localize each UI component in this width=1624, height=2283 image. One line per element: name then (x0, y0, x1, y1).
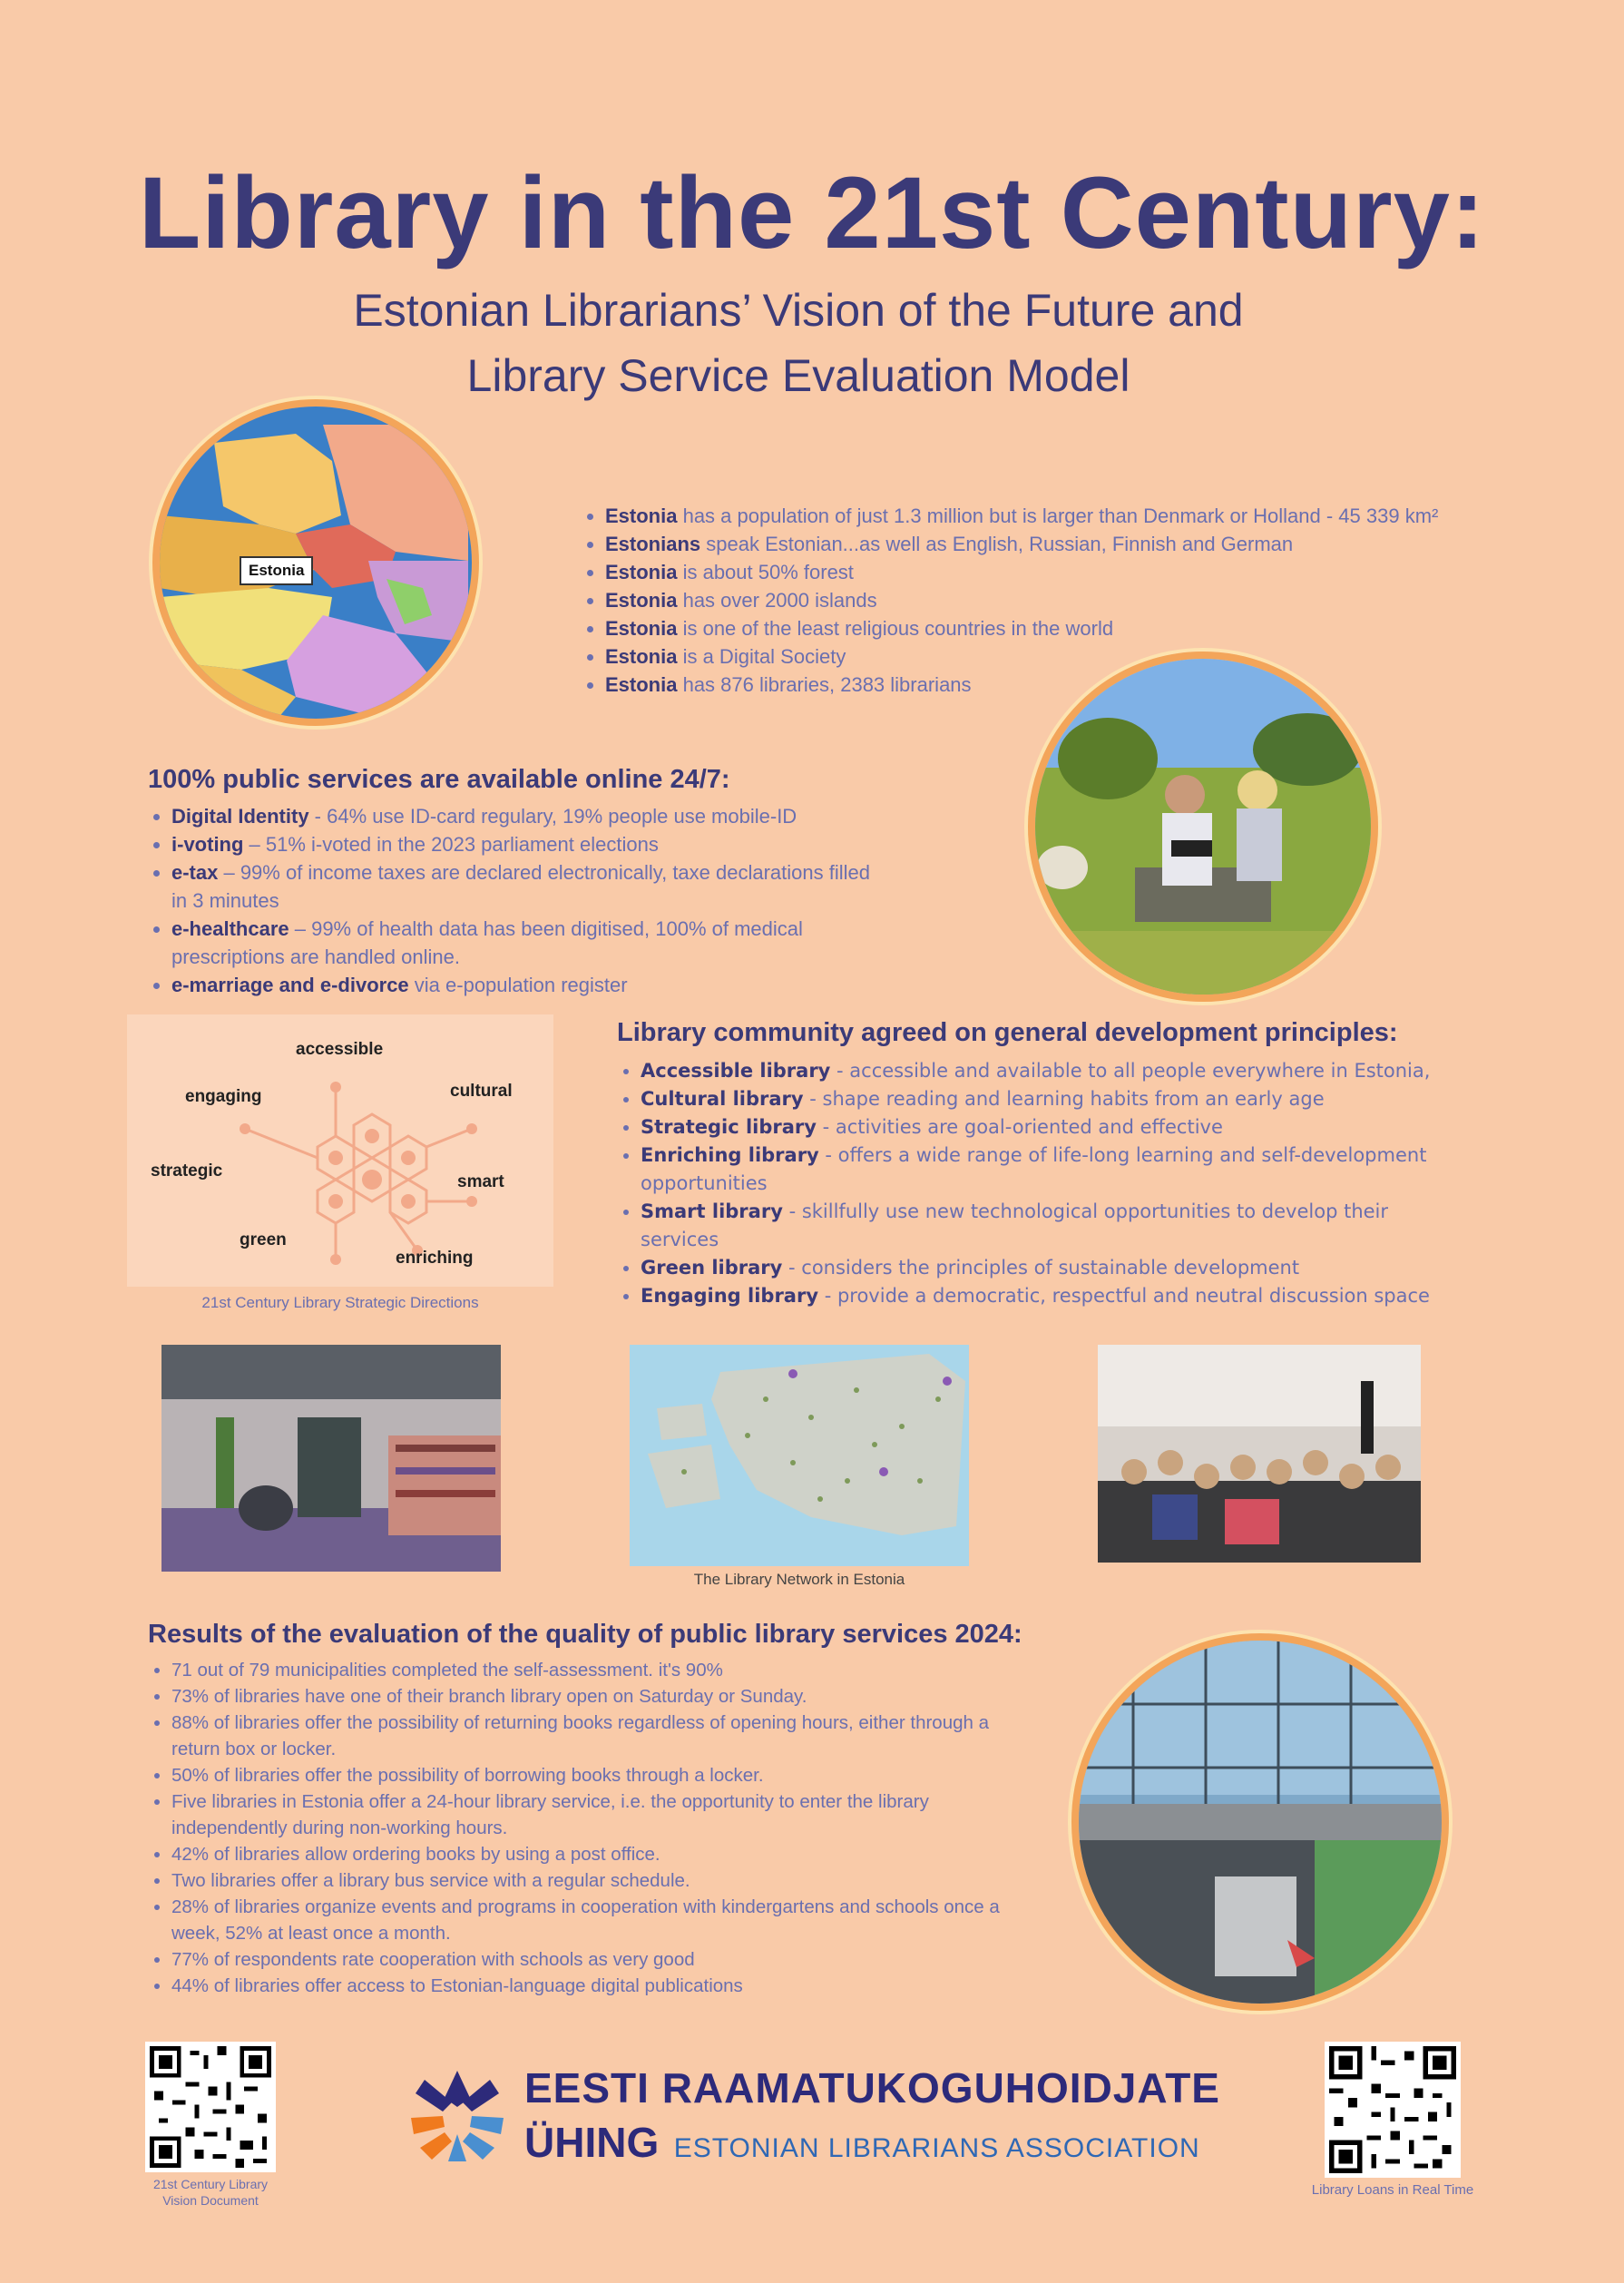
principles-list (617, 1057, 1457, 1310)
outdoor-laptop-photo (1028, 652, 1378, 1002)
word-smart: smart (457, 1172, 504, 1191)
list-item: • 88% of libraries offer the possibility of returning books regardless of opening hours, either through a return box or locker. (171, 1710, 1042, 1762)
qr-right-caption: Library Loans in Real Time (1311, 2182, 1474, 2198)
services-heading: 100% public services are available online 24/7: (148, 765, 730, 794)
logo-text-line-1: EESTI RAAMATUKOGUHOIDJATE (524, 2064, 1220, 2112)
word-accessible: accessible (296, 1040, 384, 1059)
list-item: • Estonia has a population of just 1.3 million but is larger than Denmark or Holland - 45 339 km² (605, 502, 1621, 530)
word-strategic: strategic (151, 1161, 223, 1181)
list-item: • e-tax – 99% of income taxes are declared electronically, taxe declarations filled in 3 minutes (171, 858, 879, 915)
qr-left-caption: 21st Century Library Vision Document (152, 2177, 269, 2208)
list-item: • 77% of respondents rate cooperation with schools as very good (171, 1946, 1042, 1973)
list-item: • Cultural library - shape reading and learning habits from an early age (641, 1085, 1457, 1113)
library-network-map (630, 1345, 969, 1566)
list-item: • Estonia is about 50% forest (605, 558, 1621, 586)
list-item: • Strategic library - activities are goal-oriented and effective (641, 1113, 1457, 1142)
estonia-map-label: Estonia (240, 556, 313, 585)
subtitle-line-1: Estonian Librarians’ Vision of the Future and (353, 285, 1244, 336)
facts-list (582, 502, 1621, 699)
list-item: • Estonia has over 2000 islands (605, 586, 1621, 614)
audience-photo (1098, 1345, 1421, 1563)
map-drawing (160, 407, 472, 719)
list-item: • Smart library - skillfully use new technological opportunities to develop their services (641, 1198, 1457, 1254)
list-item: • 42% of libraries allow ordering books by using a post office. (171, 1841, 1042, 1867)
list-item: • 28% of libraries organize events and programs in cooperation with kindergartens and schools once a week, 52% at least once a month. (171, 1894, 1042, 1946)
list-item: • 50% of libraries offer the possibility of borrowing books through a locker. (171, 1762, 1042, 1788)
list-item: • 71 out of 79 municipalities completed the self-assessment. it's 90% (171, 1657, 1042, 1683)
library-interior-photo (161, 1345, 501, 1572)
list-item: • Engaging library - provide a democratic, respectful and neutral discussion space (641, 1282, 1457, 1310)
list-item: • Green library - considers the principles of sustainable development (641, 1254, 1457, 1282)
europe-map-image (152, 399, 479, 726)
list-item: • e-marriage and e-divorce via e-population register (171, 971, 879, 999)
list-item: • Five libraries in Estonia offer a 24-hour library service, i.e. the opportunity to enter the library independently during non-working hours. (171, 1788, 1042, 1841)
results-heading: Results of the evaluation of the quality of public library services 2024: (148, 1620, 1022, 1649)
list-item: • Estonia is one of the least religious countries in the world (605, 614, 1621, 642)
list-item: • i-voting – 51% i-voted in the 2023 parliament elections (171, 830, 879, 858)
list-item: • Estonia is a Digital Society (605, 642, 1621, 671)
list-item: • Digital Identity - 64% use ID-card regulary, 19% people use mobile-ID (171, 802, 879, 830)
list-item: • 44% of libraries offer access to Estonian-language digital publications (171, 1973, 1042, 1999)
word-cultural: cultural (450, 1082, 513, 1101)
qr-code-icon (145, 2042, 276, 2172)
qr-code-vision-document[interactable] (145, 2042, 276, 2172)
list-item: • Accessible library - accessible and available to all people everywhere in Estonia, (641, 1057, 1457, 1085)
principles-heading: Library community agreed on general development principles: (617, 1018, 1398, 1047)
list-item: • Estonia has 876 libraries, 2383 librarians (605, 671, 1621, 699)
page-title: Library in the 21st Century: (138, 156, 1486, 269)
qr-code-library-loans[interactable] (1325, 2042, 1461, 2178)
logo-text-line-2: ÜHING ESTONIAN LIBRARIANS ASSOCIATION (524, 2119, 1200, 2166)
qr-code-icon (1325, 2042, 1461, 2178)
list-item: • Estonians speak Estonian...as well as English, Russian, Finnish and German (605, 530, 1621, 558)
list-item: • Enriching library - offers a wide range of life-long learning and self-development opportunities (641, 1142, 1457, 1198)
list-item: • 73% of libraries have one of their branch library open on Saturday or Sunday. (171, 1683, 1042, 1710)
association-logo-icon (406, 2062, 508, 2169)
library-locker-photo (1071, 1633, 1449, 2011)
results-list (148, 1657, 1042, 1999)
word-engaging: engaging (185, 1087, 262, 1106)
list-item: • e-healthcare – 99% of health data has been digitised, 100% of medical prescriptions are handled online. (171, 915, 879, 971)
services-list (148, 802, 879, 999)
directions-caption: 21st Century Library Strategic Directions (201, 1294, 479, 1311)
subtitle-line-2: Library Service Evaluation Model (466, 350, 1130, 401)
list-item: • Two libraries offer a library bus service with a regular schedule. (171, 1867, 1042, 1894)
word-enriching: enriching (396, 1249, 474, 1268)
strategic-directions-graphic (127, 1014, 553, 1287)
network-caption: The Library Network in Estonia (693, 1571, 905, 1588)
word-green: green (240, 1230, 287, 1249)
